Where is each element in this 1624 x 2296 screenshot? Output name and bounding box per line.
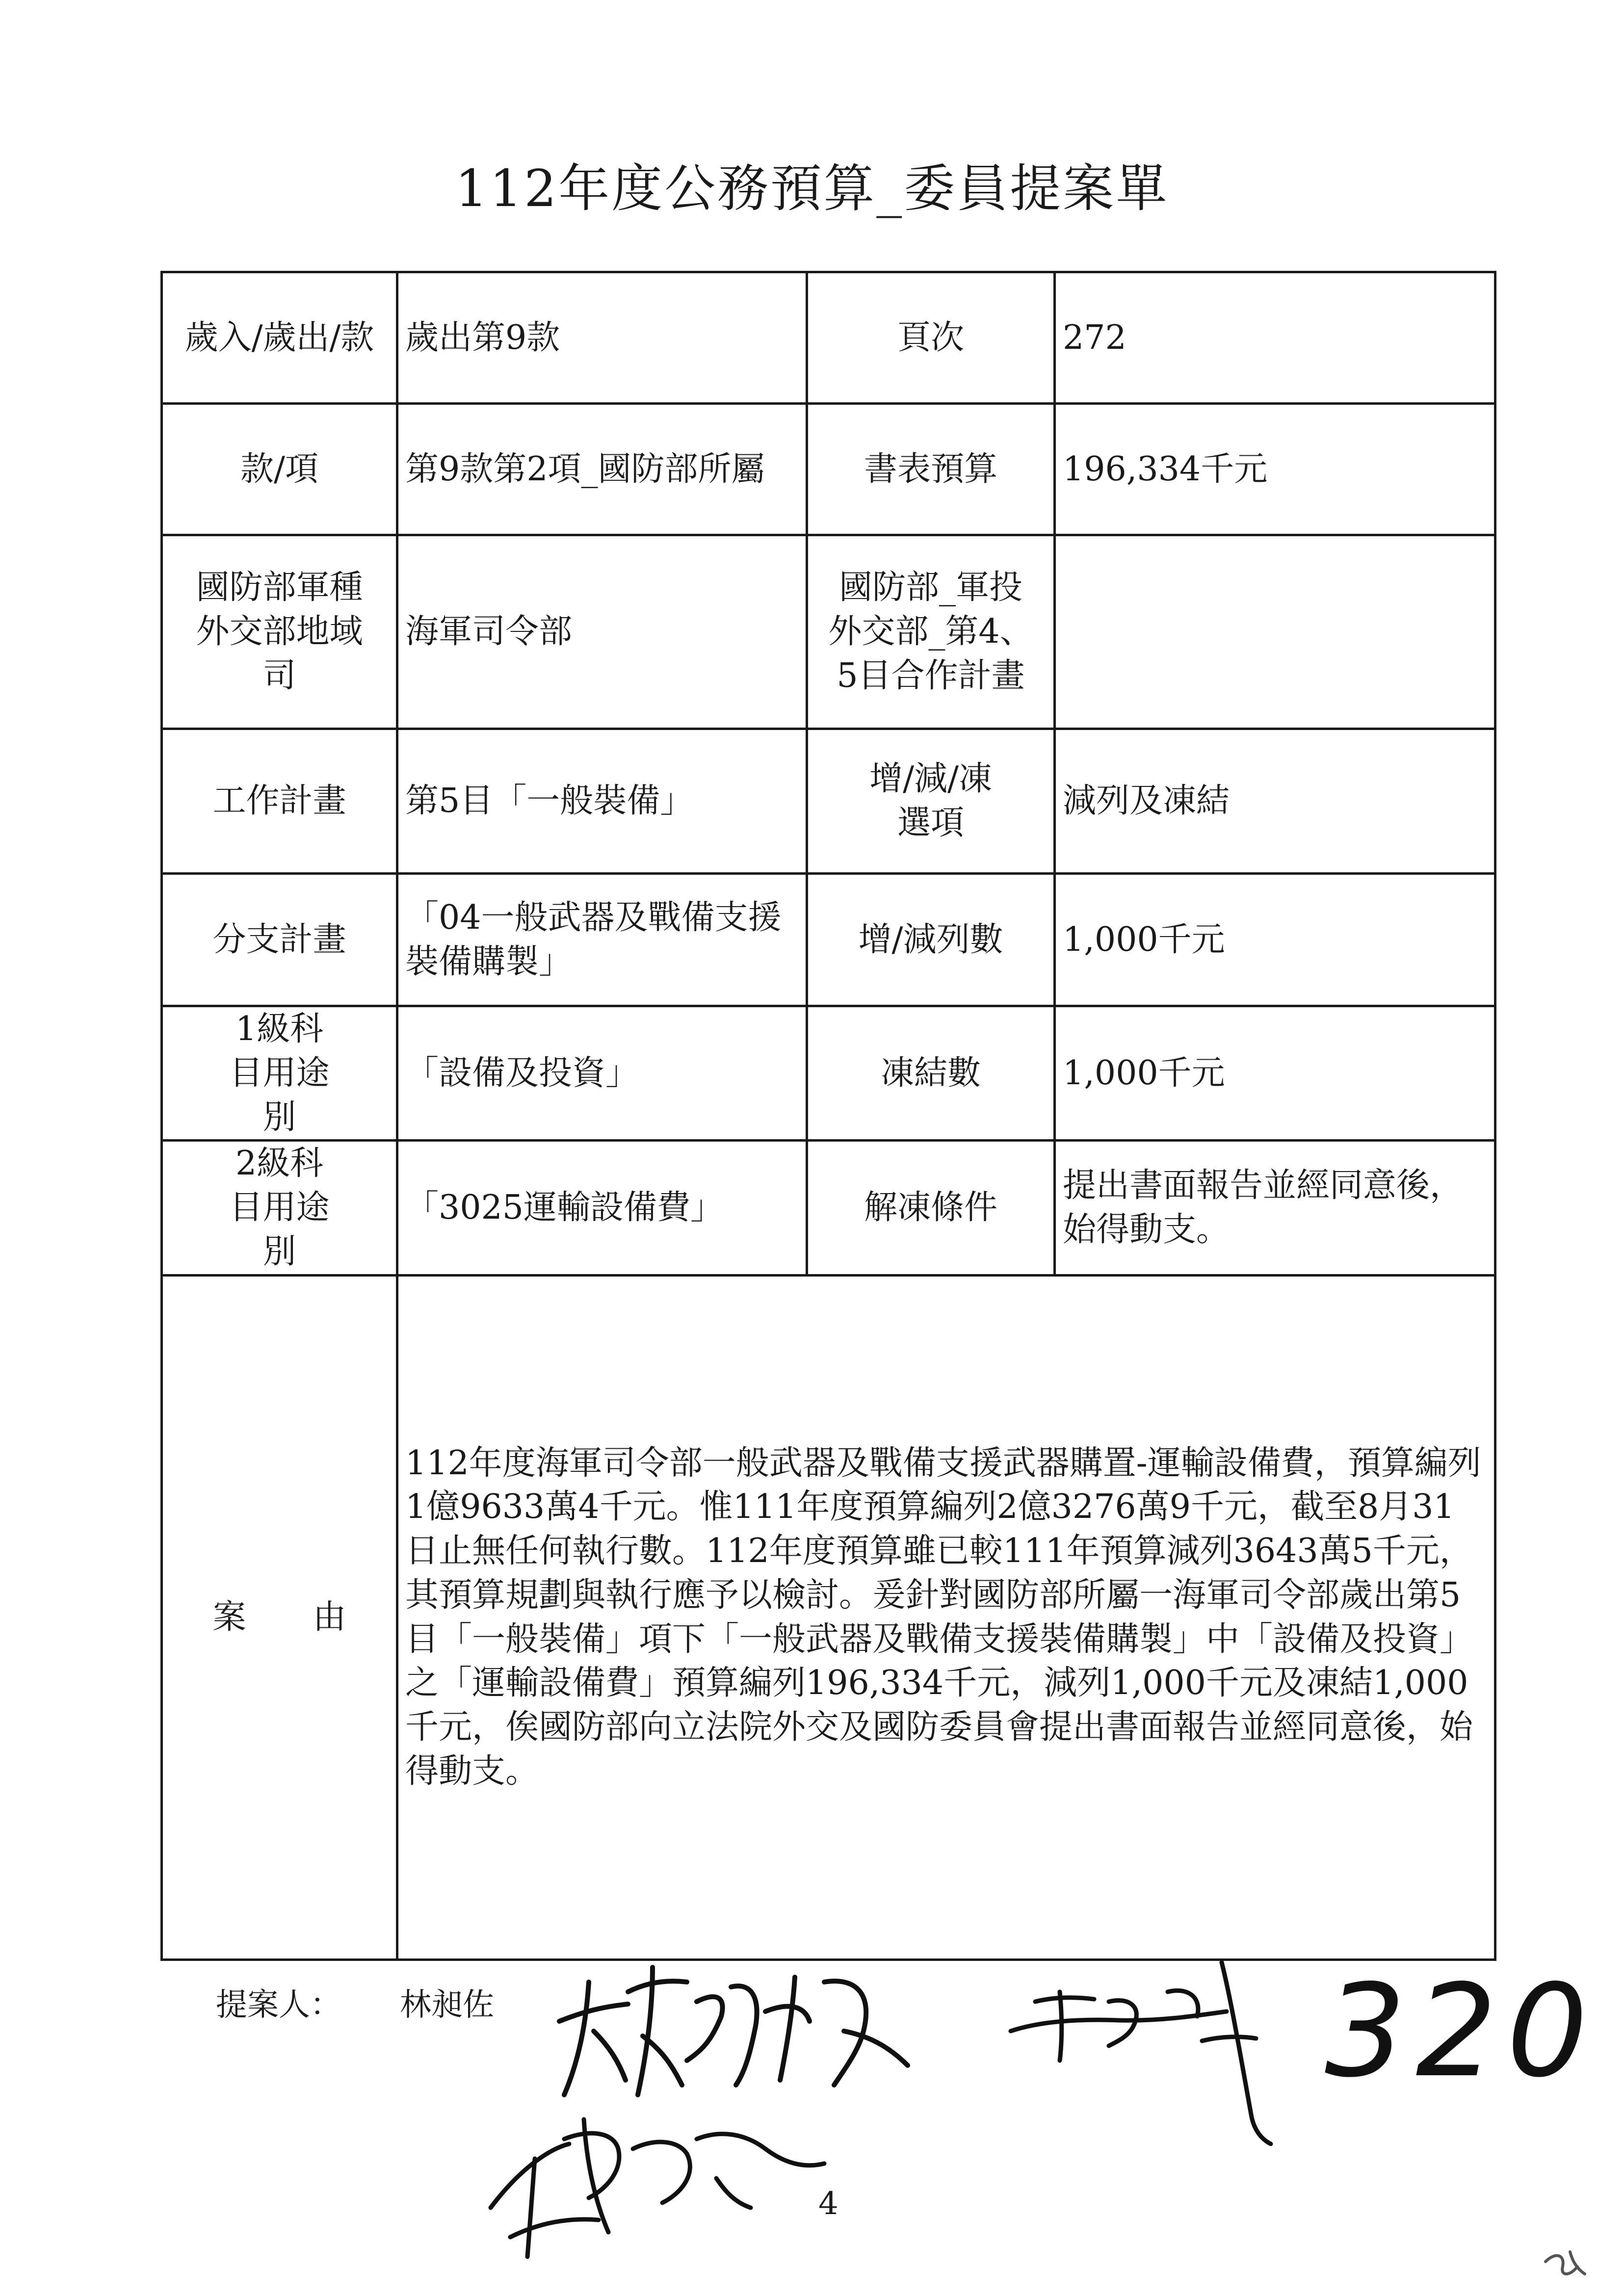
page-number: 4 bbox=[818, 2186, 838, 2222]
field-label: 解凍條件 bbox=[807, 1141, 1055, 1275]
field-value: 「設備及投資」 bbox=[397, 1006, 807, 1141]
field-label: 凍結數 bbox=[807, 1006, 1055, 1141]
signature-2 bbox=[1011, 1962, 1271, 2144]
field-value: 1,000千元 bbox=[1055, 874, 1495, 1006]
field-label: 增/減/凍選項 bbox=[807, 729, 1055, 874]
proposer-label: 提案人： bbox=[216, 1987, 341, 2023]
field-label: 1級科目用途別 bbox=[162, 1006, 397, 1141]
field-label: 國防部軍種外交部地域司 bbox=[162, 535, 397, 729]
signature-1 bbox=[559, 1967, 908, 2095]
field-value: 196,334千元 bbox=[1055, 404, 1495, 535]
handwritten-number: 320 bbox=[1325, 1957, 1598, 2106]
field-value: 「3025運輸設備費」 bbox=[397, 1141, 807, 1275]
field-value: 海軍司令部 bbox=[397, 535, 807, 729]
field-label: 工作計畫 bbox=[162, 729, 397, 874]
field-label: 分支計畫 bbox=[162, 874, 397, 1006]
field-value: 1,000千元 bbox=[1055, 1006, 1495, 1141]
document-title: 112年度公務預算_委員提案單 bbox=[455, 158, 1169, 218]
field-value: 第9款第2項_國防部所屬 bbox=[397, 404, 807, 535]
field-value: 第5目「一般裝備」 bbox=[397, 729, 807, 874]
field-label: 2級科目用途別 bbox=[162, 1141, 397, 1275]
field-label: 歲入/歲出/款 bbox=[162, 272, 397, 404]
field-value: 272 bbox=[1055, 272, 1495, 404]
field-value: 「04一般武器及戰備支援裝備購製」 bbox=[397, 874, 807, 1006]
reason-text: 112年度海軍司令部一般武器及戰備支援武器購置-運輸設備費，預算編列1億9633萬4千元。惟111年度預算編列2億3276萬9千元，截至8月31日止無任何執行數。112年度預算雖已較111年預算減列3643萬5千元，其預算規劃與執行應予以檢討。爰針對國防部所屬一海軍司令部歲出第5目「一般裝備」項下「一般武器及戰備支援裝備購製」中「設備及投資」之「運輸設備費」預算編列196,334千元，減列1,000千元及凍結1,000千元，俟國防部向立法院外交及國防委員會提出書面報告並經同意後，始得動支。 bbox=[397, 1275, 1495, 1959]
field-value: 歲出第9款 bbox=[397, 272, 807, 404]
proposer-name: 林昶佐 bbox=[400, 1987, 494, 2023]
field-value: 減列及凍結 bbox=[1055, 729, 1495, 874]
field-label: 頁次 bbox=[807, 272, 1055, 404]
reason-label: 案 由 bbox=[162, 1275, 397, 1959]
signature-3 bbox=[491, 2119, 824, 2257]
field-label: 款/項 bbox=[162, 404, 397, 535]
field-value: 提出書面報告並經同意後，始得動支。 bbox=[1055, 1141, 1495, 1275]
field-label: 增/減列數 bbox=[807, 874, 1055, 1006]
field-label: 國防部_軍投外交部_第4、5目合作計畫 bbox=[807, 535, 1055, 729]
field-label: 書表預算 bbox=[807, 404, 1055, 535]
corner-scribble bbox=[1545, 2252, 1585, 2274]
